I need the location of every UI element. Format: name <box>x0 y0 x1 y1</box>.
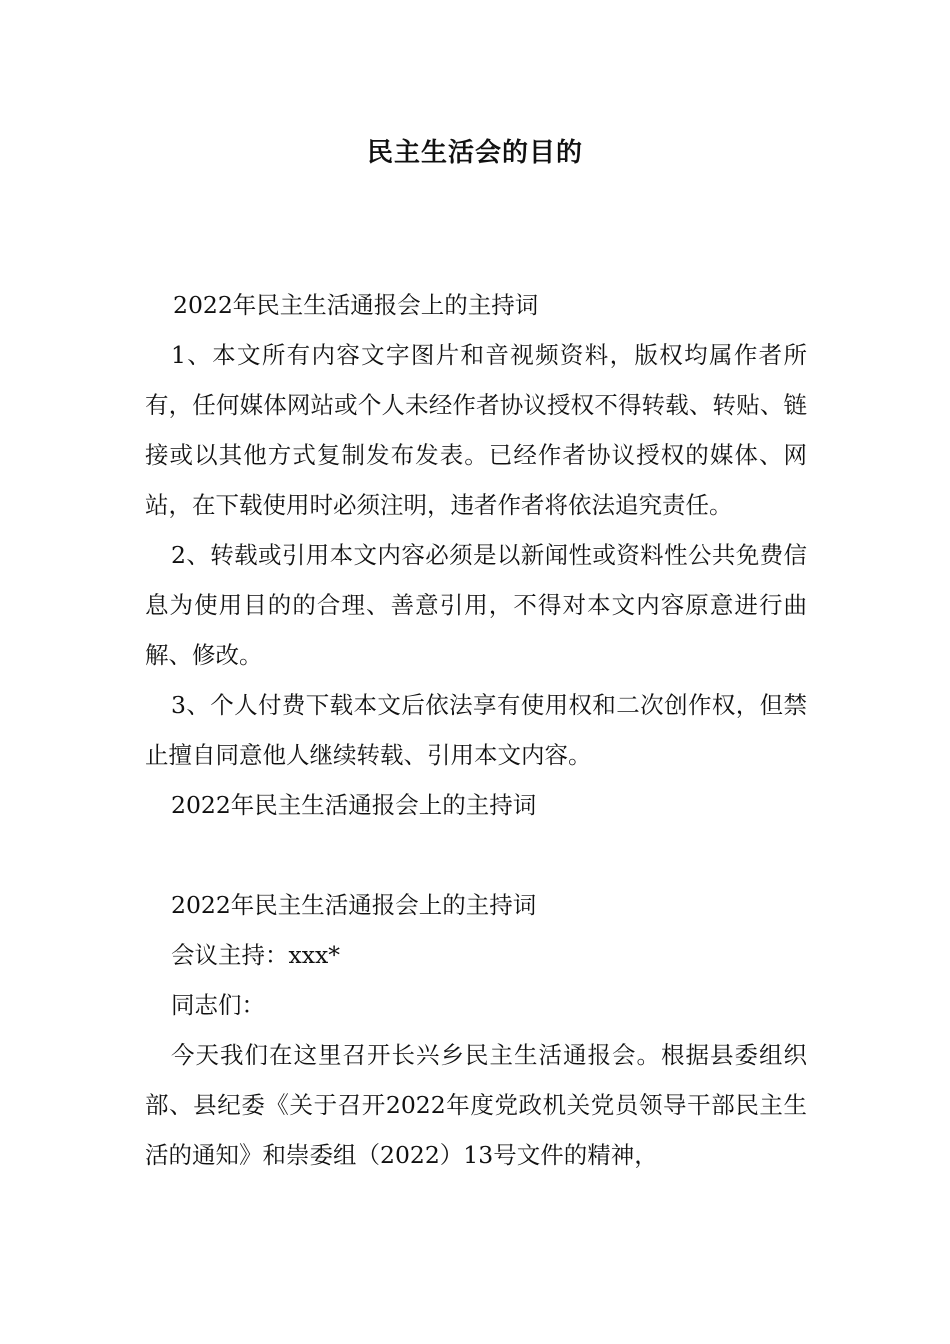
heading-line: 2022年民主生活通报会上的主持词 <box>173 291 539 319</box>
speech-heading: 2022年民主生活通报会上的主持词 <box>171 891 537 919</box>
copyright-clause-3: 3、个人付费下载本文后依法享有使用权和二次创作权，但禁止擅自同意他人继续转载、引用本文内容。 <box>145 691 807 769</box>
document-body <box>145 280 807 1180</box>
heading-line-repeat: 2022年民主生活通报会上的主持词 <box>171 791 537 819</box>
blank-line <box>145 830 807 880</box>
copyright-clause-1: 1、本文所有内容文字图片和音视频资料，版权均属作者所有，任何媒体网站或个人未经作者协议授权不得转载、转贴、链接或以其他方式复制发布发表。已经作者协议授权的媒体、网站，在下载使用时必须注明，违者作者将依法追究责任。 <box>145 341 807 519</box>
copyright-clause-2: 2、转载或引用本文内容必须是以新闻性或资料性公共免费信息为使用目的的合理、善意引用，不得对本文内容原意进行曲解、修改。 <box>145 541 807 669</box>
document-title: 民主生活会的目的 <box>366 138 583 168</box>
host-line: 会议主持：xxx* <box>171 941 341 969</box>
greeting-line: 同志们： <box>171 991 265 1019</box>
opening-paragraph: 今天我们在这里召开长兴乡民主生活通报会。根据县委组织部、县纪委《关于召开2022年度党政机关党员领导干部民主生活的通知》和崇委组（2022）13号文件的精神， <box>145 1041 807 1169</box>
